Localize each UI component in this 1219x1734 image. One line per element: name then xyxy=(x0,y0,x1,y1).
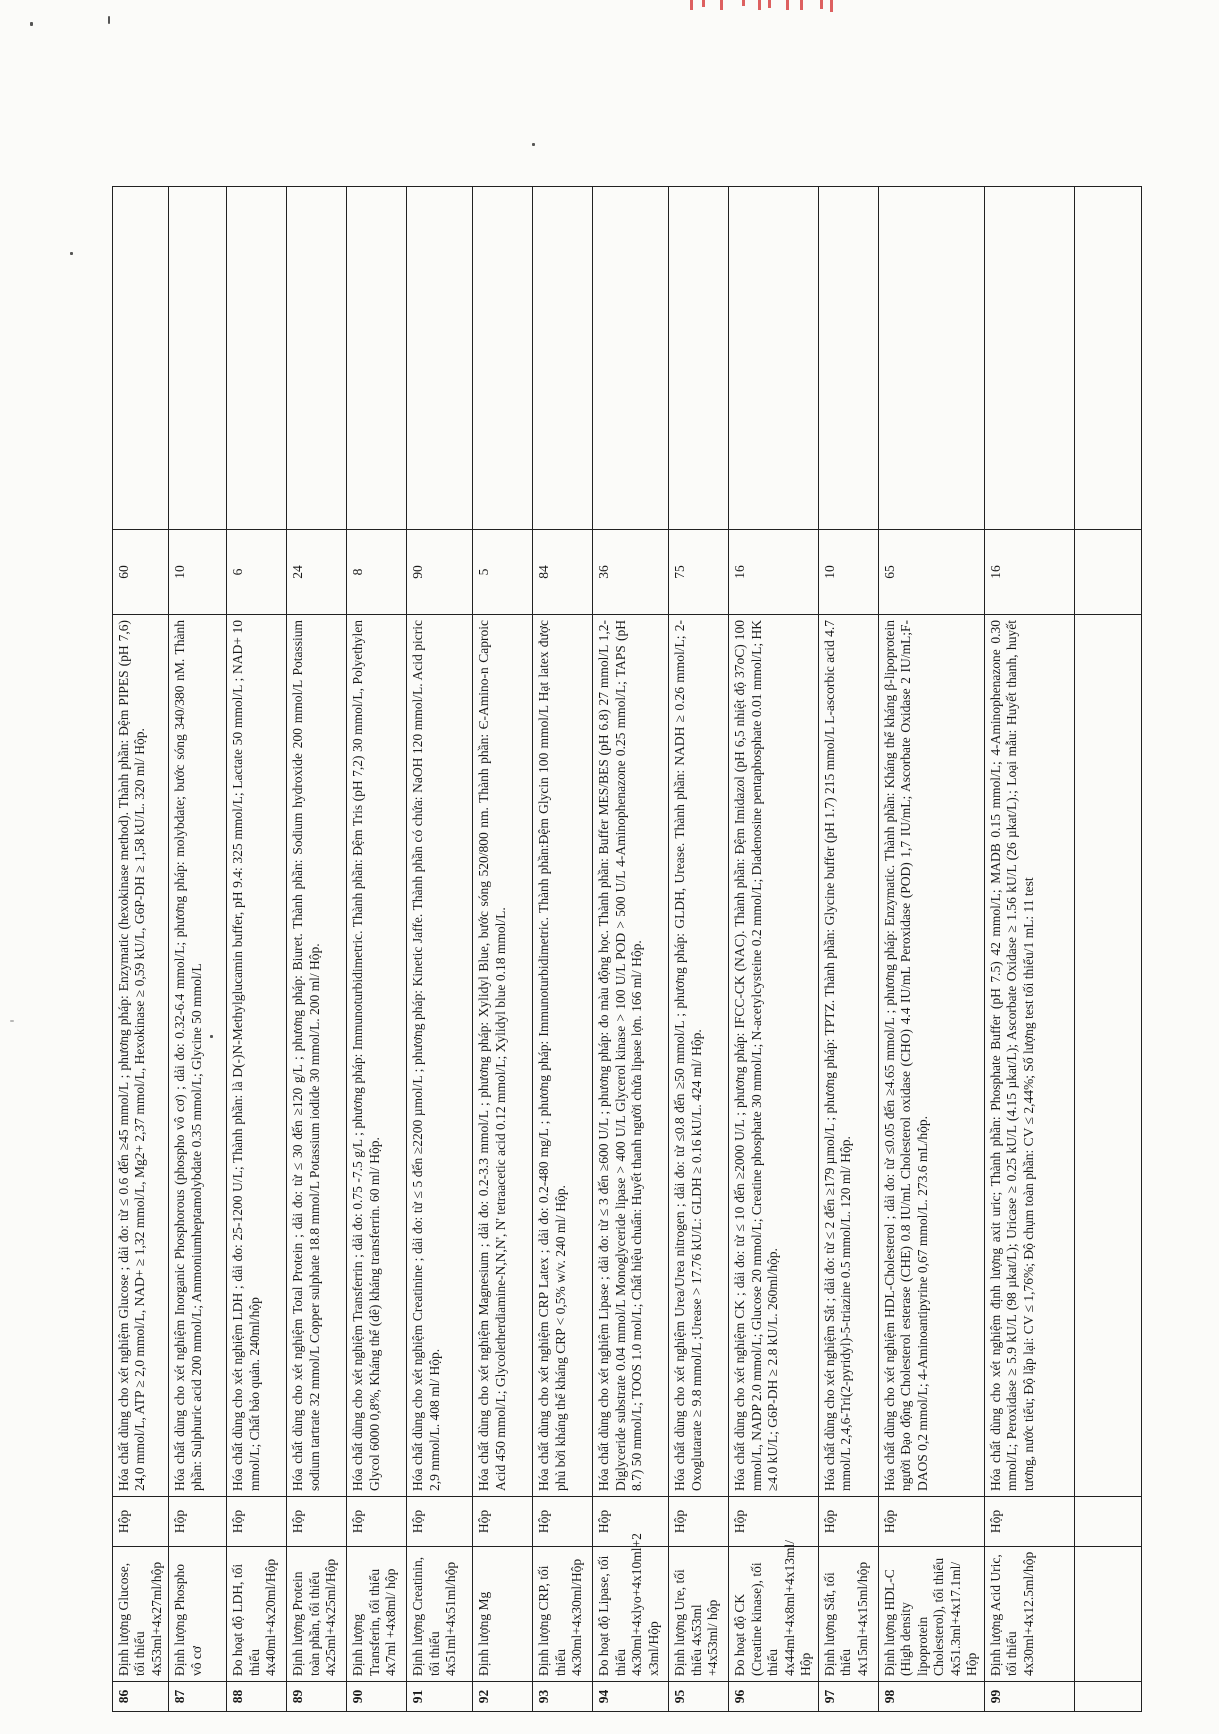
empty-cell xyxy=(1074,1547,1141,1682)
unit: Hộp xyxy=(729,1497,818,1547)
specification: Hóa chất dùng cho xét nghiệm Urea/Urea nitrogen ; dải đo: từ ≤0.8 đến ≥50 mmol/L ; phương pháp: GLDH, Urease. Thành phần: NADH ≥ 0.26 mmol/L; 2-Oxoglutarate ≥ 9.8 mmol/L ;Urease > 17.76 kU/L: GLDH ≥ 0.16 kU/L. 424 ml/ Hộp. xyxy=(669,615,729,1497)
quantity: 6 xyxy=(227,530,287,615)
quantity: 65 xyxy=(878,530,984,615)
unit: Hộp xyxy=(407,1497,473,1547)
blank-cell xyxy=(113,187,169,530)
scan-mark xyxy=(30,22,33,26)
table-row xyxy=(984,187,1074,1712)
table-row xyxy=(407,187,473,1712)
scan-mark xyxy=(70,252,73,255)
table-body xyxy=(113,187,1142,1712)
row-number: 97 xyxy=(818,1682,878,1712)
specification: Hóa chất dùng cho xét nghiệm CK ; dải đo: từ ≤ 10 đến ≥2000 U/L ; phương pháp: IFCC-CK (NAC). Thành phần: Đệm Imidazol (pH 6,5 nhiệt độ 37oC) 100 mmol/L, NADP 2.0 mmol/L; Glucose 20 mmol/L; Creatine phosphate 30 mmol/L; N-acetylcysteine 0.2 mmol/L; Diadenosine pentaphosphate 0.01 mmol/L; HK ≥4.0 kU/L; G6P-DH ≥ 2.8 kU/L. 260ml/hộp. xyxy=(729,615,818,1497)
table-row xyxy=(593,187,669,1712)
item-name: Đo hoạt độ CK (Creatine kinase), tối thiểu 4x44ml+4x8ml+4x13ml/ Hộp xyxy=(729,1547,818,1682)
item-name: Định lượng Protein toàn phần, tối thiểu 4x25ml+4x25ml/Hộp xyxy=(287,1547,347,1682)
blank-cell xyxy=(287,187,347,530)
blank-cell xyxy=(169,187,227,530)
red-stamp-fragment xyxy=(690,0,890,14)
unit: Hộp xyxy=(473,1497,533,1547)
scan-mark xyxy=(108,16,110,24)
specification: Hóa chất dùng cho xét nghiệm Magnesium ; dải đo: 0.2-3.3 mmol/L ; phương pháp: Xylidyl Blue, bước sóng 520/800 nm. Thành phần: Є-Amino-n Caproic Acid 450 mmol/L; Glycoletherdiamine-N,N,N', N' tetraacetic acid 0.12 mmol/L; Xylidyl blue 0.18 mmol/L. xyxy=(473,615,533,1497)
table-row xyxy=(169,187,227,1712)
specification: Hóa chất dùng cho xét nghiệm LDH ; dải đo: 25-1200 U/L; Thành phần: là D(-)N-Methylglucamin buffer, pH 9.4: 325 mmol/L; Lactate 50 mmol/L ; NAD+ 10 mmol/L; Chất bảo quản. 240ml/hộp xyxy=(227,615,287,1497)
quantity: 36 xyxy=(593,530,669,615)
table-row-empty xyxy=(1074,187,1141,1712)
blank-cell xyxy=(227,187,287,530)
empty-cell xyxy=(1074,530,1141,615)
table-row xyxy=(669,187,729,1712)
specification: Hóa chất dùng cho xét nghiệm Creatinine ; dải đo: từ ≤ 5 đến ≥2200 µmol/L ; phương pháp: Kinetic Jaffe. Thành phần có chứa: NaOH 120 mmol/L. Acid picric 2,9 mmol/L. 408 ml/ Hộp. xyxy=(407,615,473,1497)
table-row xyxy=(729,187,818,1712)
item-name: Định lượng Creatinin, tối thiểu 4x51ml+4x51ml/hộp xyxy=(407,1547,473,1682)
specification: Hóa chất dùng cho xét nghiệm HDL-Cholesterol ; dải đo: từ ≤0.05 đến ≥4.65 mmol/L ; phương pháp: Enzymatic. Thành phần: Kháng thể kháng β-lipoprotein người Đạo động Cholesterol esterase (CHE) 0.8 IU/mL Cholesterol oxidase (CHO) 4.4 IU/mL Peroxidase (POD) 1,7 IU/mL; Ascorbate Oxidase 2 IU/mL;F-DAOS 0,2 mmol/L; 4-Aminoantipyrine 0,67 mmol/L. 273.6 mL/hộp. xyxy=(878,615,984,1497)
blank-cell xyxy=(407,187,473,530)
blank-cell xyxy=(669,187,729,530)
quantity: 5 xyxy=(473,530,533,615)
row-number: 86 xyxy=(113,1682,169,1712)
quantity: 60 xyxy=(113,530,169,615)
blank-cell xyxy=(593,187,669,530)
unit: Hộp xyxy=(593,1497,669,1547)
blank-cell xyxy=(347,187,407,530)
unit: Hộp xyxy=(347,1497,407,1547)
quantity: 16 xyxy=(729,530,818,615)
table-row xyxy=(818,187,878,1712)
scan-mark xyxy=(532,143,535,146)
item-name: Định lượng Mg xyxy=(473,1547,533,1682)
specification: Hóa chất dùng cho xét nghiệm Sắt ; dải đo: từ ≤ 2 đến ≥179 µmol/L ; phương pháp: TPTZ. Thành phần: Glycine buffer (pH 1.7) 215 mmol/L L-ascorbic acid 4.7 mmol/L 2,4,6-Tri(2-pyridyl)-5-triazine 0.5 mmol/L. 120 ml/ Hộp. xyxy=(818,615,878,1497)
row-number: 98 xyxy=(878,1682,984,1712)
table-row xyxy=(287,187,347,1712)
unit: Hộp xyxy=(984,1497,1074,1547)
row-number: 93 xyxy=(533,1682,593,1712)
empty-cell xyxy=(1074,1682,1141,1712)
quantity: 8 xyxy=(347,530,407,615)
item-name: Định lượng CRP, tối thiểu 4x30ml+4x30ml/Hộp xyxy=(533,1547,593,1682)
unit: Hộp xyxy=(227,1497,287,1547)
empty-cell xyxy=(1074,615,1141,1497)
empty-cell xyxy=(1074,187,1141,530)
unit: Hộp xyxy=(169,1497,227,1547)
quantity: 84 xyxy=(533,530,593,615)
quantity: 16 xyxy=(984,530,1074,615)
row-number: 92 xyxy=(473,1682,533,1712)
quantity: 90 xyxy=(407,530,473,615)
row-number: 99 xyxy=(984,1682,1074,1712)
item-name: Định lượng HDL-C (High density lipoprotein Cholesterol), tối thiểu 4x51.3ml+4x17.1ml/ Hộp xyxy=(878,1547,984,1682)
blank-cell xyxy=(984,187,1074,530)
specification: Hóa chất dùng cho xét nghiệm CRP Latex ; dải đo: 0.2-480 mg/L ; phương pháp: Immunoturbidimetric. Thành phần:Đệm Glycin 100 mmol/L Hạt latex được phủ bởi kháng thể kháng CRP < 0,5% w/v. 240 ml/ Hộp. xyxy=(533,615,593,1497)
unit: Hộp xyxy=(113,1497,169,1547)
quantity: 75 xyxy=(669,530,729,615)
specification: Hóa chất dùng cho xét nghiệm Inorganic Phosphorous (phospho vô cơ) ; dải đo: 0.32-6.4 mmol/L; phương pháp: molybdate; bước sóng 340/380 nM. Thành phần: Sulphuric acid 200 mmol/L; Ammoniumheptamolybdate 0.35 mmol/L; Glycine 50 mmol/L xyxy=(169,615,227,1497)
item-name: Định lượng Glucose, tối thiểu 4x53ml+4x27ml/hộp xyxy=(113,1547,169,1682)
quantity: 10 xyxy=(818,530,878,615)
table-row xyxy=(227,187,287,1712)
specification: Hóa chất dùng cho xét nghiệm Lipase ; dải đo: từ ≤ 3 đến ≥600 U/L ; phương pháp: đo màu động học. Thành phần: Buffer MES/BES (pH 6.8) 27 mmol/L 1,2-Diglyceride substrate 0.04 mmol/L Monoglyceride lipase > 400 U/L Glycerol kinase > 100 U/L POD > 500 U/L 4-Aminophenazone 0.25 mmol/L; TAPS (pH 8.7) 50 mmol/L; TOOS 1.0 mol/L; Chất hiệu chuẩn: Huyết thanh người chứa lipase lợn. 166 ml/ Hộp. xyxy=(593,615,669,1497)
unit: Hộp xyxy=(818,1497,878,1547)
blank-cell xyxy=(473,187,533,530)
item-name: Đo hoạt độ Lipase, tối thiểu 4x30ml+4xlyo+4x10ml+2 x3ml/Hộp xyxy=(593,1547,669,1682)
unit: Hộp xyxy=(878,1497,984,1547)
specification: Hóa chất dùng cho xét nghiệm định lượng axit uric; Thành phần: Phosphate Buffer (pH 7.5) 42 mmol/L; MADB 0.15 mmol/L; 4-Aminophenazone 0.30 mmol/L; Peroxidase ≥ 5.9 kU/L (98 µkat/L); Uricase ≥ 0.25 kU/L (4.15 µkat/L); Ascorbate Oxidase ≥ 1.56 kU/L (26 µkat/L).; Loại mẫu: Huyết thanh, huyết tương, nước tiểu; Độ lặp lại: CV ≤ 1,76%; Độ chụm toàn phần: CV ≤ 2,44%; Số lượng test tối thiểu/1 mL: 11 test xyxy=(984,615,1074,1497)
blank-cell xyxy=(878,187,984,530)
row-number: 94 xyxy=(593,1682,669,1712)
rotated-page xyxy=(112,187,1088,1712)
quantity: 24 xyxy=(287,530,347,615)
row-number: 87 xyxy=(169,1682,227,1712)
specification: Hóa chất dùng cho xét nghiệm Total Protein ; dải đo: từ ≤ 30 đến ≥120 g/L ; phương pháp: Biuret. Thành phần: Sodium hydroxide 200 mmol/L Potassium sodium tartrate 32 mmol/L Copper sulphate 18.8 mmol/L Potassium iodide 30 mmol/L. 200 ml/ Hộp. xyxy=(287,615,347,1497)
table-row xyxy=(878,187,984,1712)
blank-cell xyxy=(533,187,593,530)
row-number: 90 xyxy=(347,1682,407,1712)
quantity: 10 xyxy=(169,530,227,615)
item-name: Định lượng Transferin, tối thiểu 4x7ml +4x8ml/ hộp xyxy=(347,1547,407,1682)
table-row xyxy=(113,187,169,1712)
reagent-table xyxy=(112,186,1142,1712)
specification: Hóa chất dùng cho xét nghiệm Transferrin ; dải đo: 0.75 -7.5 g/L ; phương pháp: Immunoturbidimetric. Thành phần: Đệm Tris (pH 7,2) 30 mmol/L, Polyethylen Glycol 6000 0,8%, Kháng thể (dê) kháng transferrin. 60 ml/ Hộp. xyxy=(347,615,407,1497)
empty-cell xyxy=(1074,1497,1141,1547)
unit: Hộp xyxy=(287,1497,347,1547)
row-number: 88 xyxy=(227,1682,287,1712)
item-name: Định lượng Acid Uric, tối thiểu 4x30ml+4x12.5ml/hộp xyxy=(984,1547,1074,1682)
scan-mark xyxy=(10,1020,14,1022)
table-row xyxy=(473,187,533,1712)
item-name: Đo hoạt độ LDH, tối thiểu 4x40ml+4x20ml/Hộp xyxy=(227,1547,287,1682)
table-row xyxy=(347,187,407,1712)
row-number: 89 xyxy=(287,1682,347,1712)
specification: Hóa chất dùng cho xét nghiệm Glucose ; dải đo: từ ≤ 0.6 đến ≥45 mmol/L ; phương pháp: Enzymatic (hexokinase method). Thành phần: Đệm PIPES (pH 7,6) 24,0 mmol/L, ATP ≥ 2,0 mmol/L, NAD+ ≥ 1,32 mmol/L, Mg2+ 2,37 mmol/L, Hexokinase ≥ 0,59 kU/L, G6P-DH ≥ 1,58 kU/L. 320 ml/ Hộp. xyxy=(113,615,169,1497)
item-name: Định lượng Sắt, tối thiểu 4x15ml+4x15ml/hộp xyxy=(818,1547,878,1682)
item-name: Định lượng Ure, tối thiểu 4x53ml +4x53ml/ hộp xyxy=(669,1547,729,1682)
unit: Hộp xyxy=(669,1497,729,1547)
blank-cell xyxy=(818,187,878,530)
blank-cell xyxy=(729,187,818,530)
unit: Hộp xyxy=(533,1497,593,1547)
row-number: 91 xyxy=(407,1682,473,1712)
item-name: Định lượng Phospho vô cơ xyxy=(169,1547,227,1682)
row-number: 96 xyxy=(729,1682,818,1712)
table-row xyxy=(533,187,593,1712)
row-number: 95 xyxy=(669,1682,729,1712)
